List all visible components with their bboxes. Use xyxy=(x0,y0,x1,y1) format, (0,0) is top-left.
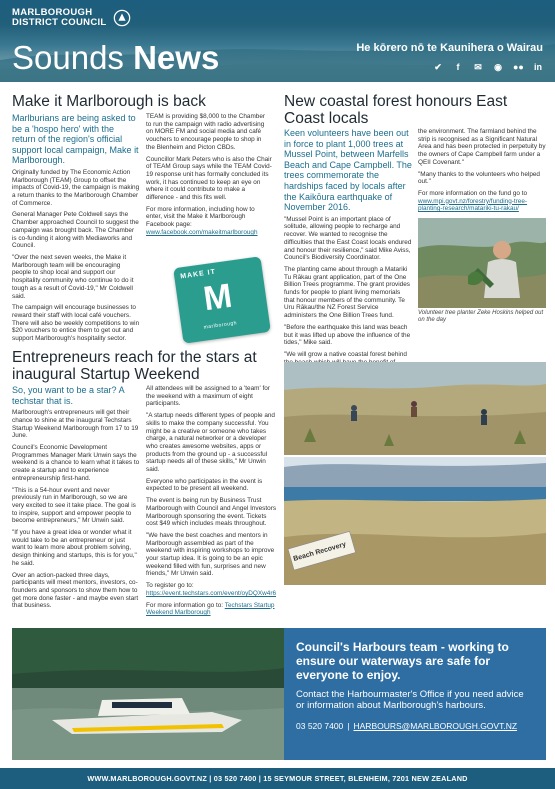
flickr-icon[interactable]: ●● xyxy=(513,62,524,72)
paragraph: The planting came about through a Matariki Tu Rākau grant application, part of the One Billion Trees programme. The grant provides funds for people to plant living memorials that honour members of the community. Te Uru Rākau/the NZ Forest Service administers the One Billion Trees fund. xyxy=(284,265,410,320)
paragraph: Councillor Mark Peters who is also the Chair of TEAM Group says while the TEAM Covid-19 response unit has formally concluded its work, it has continued to keep an eye on where it could contribute to make a difference - and this fits well. xyxy=(146,155,272,202)
startup-weekend-link[interactable]: Techstars Startup Weekend Marlborough xyxy=(146,601,275,617)
footer-contact: WWW.MARLBOROUGH.GOVT.NZ | 03 520 7400 | 15 SEYMOUR STREET, BLENHEIM, 7201 NEW ZEALAND xyxy=(0,768,555,789)
beach-recovery-photo xyxy=(284,457,546,585)
newsletter-title: Sounds News xyxy=(12,39,220,76)
council-logo[interactable] xyxy=(12,8,131,28)
paragraph: The event is being run by Business Trust Marlborough with Council and Angel Investors Marlborough sponsoring the event. Tickets cost $49 which includes meals throughout. xyxy=(146,497,277,528)
paragraph: The campaign will encourage businesses to reward their staff with local café vouchers. There will also be weekly competitions to win $20 vouchers to entice them to get out and support Marlborough's hospitality sector. xyxy=(12,304,140,343)
paragraph: "A startup needs different types of people and skills to make the company successful. You might be a creative or someone who takes charge, a natural networker or a developer who creates awesome websites, apps or products from the ground up - a successful startup needs all of these skills," Mr Unwin said. xyxy=(146,412,275,474)
harbours-email-link[interactable]: HARBOURS@MARLBOROUGH.GOVT.NZ xyxy=(353,721,518,731)
paragraph: "If you have a great idea or wonder what it would take to be an entrepreneur or just want to learn more about problem solving, design thinking and startups, this is for you," he said. xyxy=(12,529,137,567)
paragraph: For more information on the fund go to www.mpi.govt.nz/forestry/funding-tree-planting-research/matariki-tu-rakau/ xyxy=(418,189,528,213)
paragraph: TEAM is providing $8,000 to the Chamber to run the campaign with radio advertising on MORE FM and social media and café vouchers to encourage people to shop in the Blenheim and Picton CBDs. xyxy=(146,113,265,151)
make-it-marlborough-logo: MAKE IT M marlborough xyxy=(173,256,271,344)
paragraph: "This is a 54-hour event and never previously run in Marlborough, so we are very excited to see it take place. The goal is to inspire, support and empower people to become entrepreneurs," Mr Unwin said. xyxy=(12,486,136,525)
linkedin-icon[interactable]: in xyxy=(534,62,542,72)
paragraph: "Many thanks to the volunteers who helped out." xyxy=(418,170,540,186)
paragraph: Over an action-packed three days, participants will meet mentors, investors, co-founders and sponsors to show them how to get more done faster - and maybe even start that business. xyxy=(12,571,139,610)
facebook-page-link[interactable]: www.facebook.com/makeitmarlborough xyxy=(146,228,258,236)
paragraph: Originally funded by The Economic Action Marlborough (TEAM) Group to offset the impacts of Covid-19, the campaign is making a return thanks to the Marlborough Chamber of Commerce. xyxy=(12,168,140,207)
article3-lead: Keen volunteers have been out in force to plant 1,000 trees at Mussel Point, between Marfells Beach and Cape Campbell. The trees commemorate the hardships faced by locals after the Kaikōura earthquake of November 2016. xyxy=(284,128,412,213)
article1-column2 xyxy=(146,113,272,241)
paragraph: "Before the earthquake this land was beach but it was lifted up above the influence of the tides," Mike said. xyxy=(284,323,411,347)
paragraph: "Mussel Point is an important place of solitude, allowing people to recharge and recover. We wanted to recognise the difficulties that the East Coast locals endured and honour their resilience," said Mike Aviss, Council's Biodiversity Coordinator. xyxy=(284,215,412,262)
paragraph: All attendees will be assigned to a 'team' for the weekend with a maximum of eight participants. xyxy=(146,385,270,408)
paragraph: "Over the next seven weeks, the Make it Marlborough team will be encouraging people to shop local and support our hospitality community who continue to do it tough as a result of Covid-19," Mr Coldwell said. xyxy=(12,254,134,300)
paragraph: Marlborough's entrepreneurs will get their chance to shine at the inaugural Techstars Startup Weekend Marlborough from 17 to 19 June. xyxy=(12,409,139,440)
volunteer-photo xyxy=(418,218,546,308)
paragraph: For more information go to: Techstars Startup Weekend Marlborough xyxy=(146,601,275,617)
harbours-heading: Council's Harbours team - working to ensure our waterways are safe for everyone to enjoy. xyxy=(296,640,509,682)
harbours-phone[interactable]: 03 520 7400 xyxy=(296,721,344,731)
paragraph: General Manager Pete Coldwell says the Chamber approached Council to suggest the campaign was brought back. The Chamber is co-funding it along with Mediaworks and Council. xyxy=(12,211,139,250)
paragraph: "We will grow a native coastal forest behind xyxy=(284,351,407,358)
volunteer-photo-caption: Volunteer tree planter Zeke Hoskins helped out on the day xyxy=(418,310,544,323)
article1-lead: Marlburians are being asked to be a 'hospo hero' with the return of the region's official support local campaign, Make it Marlborough. xyxy=(12,113,139,166)
planting-group-photo xyxy=(284,362,546,455)
email-icon[interactable]: ✉ xyxy=(474,62,482,72)
paragraph: For more information, including how to enter, visit the Make it Marlborough Facebook page: www.facebook.com/makeitmarlborough xyxy=(146,205,258,236)
article-title-startup-weekend: Entrepreneurs reach for the stars at inaugural Startup Weekend xyxy=(12,349,257,383)
paragraph: Council's Economic Development Programmes Manager Mark Unwin says the weekend is a chance to learn what it takes to create a startup and to experience entrepreneurship first-hand. xyxy=(12,444,140,482)
paragraph: "We have the best coaches and mentors in Marlborough assembled as part of the weekend with inspiring workshops to improve your startup idea. It is going to be an epic weekend filled with fun, surprises and new friends," Mr Unwin said. xyxy=(146,531,275,578)
council-crest-icon xyxy=(113,9,131,27)
masthead xyxy=(0,0,555,82)
harbours-banner xyxy=(284,628,546,760)
paragraph: Everyone who participates in the event is expected to be present all weekend. xyxy=(146,477,263,493)
beach-recovery-sign-text: Beach Recovery xyxy=(292,541,347,563)
article1-column1 xyxy=(12,113,140,347)
article2-lead: So, you want to be a star? A techstar that is. xyxy=(12,385,125,406)
paragraph: the environment. The farmland behind the strip is recognised as a Significant Natural Area and has been protected in perpetuity by the owners of Cape Campbell farm under a QEII Covenant." xyxy=(418,128,546,166)
rss-icon[interactable]: ◉ xyxy=(494,62,502,72)
maori-tagline: He kōrero nō te Kaunihera o Wairau xyxy=(356,42,543,54)
article3-column2 xyxy=(418,128,546,217)
social-links xyxy=(433,62,543,72)
article-title-make-it-marlborough: Make it Marlborough is back xyxy=(12,93,206,110)
harbour-boat-photo xyxy=(12,628,284,760)
techstars-register-link[interactable]: https://event.techstars.com/event/oyDQXw4r6 xyxy=(146,589,277,597)
facebook-icon[interactable]: f xyxy=(456,62,460,72)
article2-column1 xyxy=(12,385,140,614)
article2-column2 xyxy=(146,385,276,621)
mpi-fund-link[interactable]: www.mpi.govt.nz/forestry/funding-tree-planting-research/matariki-tu-rakau/ xyxy=(418,197,528,213)
article3-column1 xyxy=(284,128,412,386)
harbours-subtext: Contact the Harbourmaster's Office if you need advice or information about Marlborough's harbours. xyxy=(296,689,524,711)
paragraph: To register go to: https://event.techstars.com/event/oyDQXw4r6 xyxy=(146,582,277,597)
article-title-coastal-forest: New coastal forest honours East Coast locals xyxy=(284,93,508,127)
council-name: MARLBOROUGH DISTRICT COUNCIL xyxy=(12,7,107,28)
harbours-contact: 03 520 7400 | HARBOURS@MARLBOROUGH.GOVT.NZ xyxy=(296,721,518,731)
twitter-icon[interactable]: ✔ xyxy=(434,62,442,72)
